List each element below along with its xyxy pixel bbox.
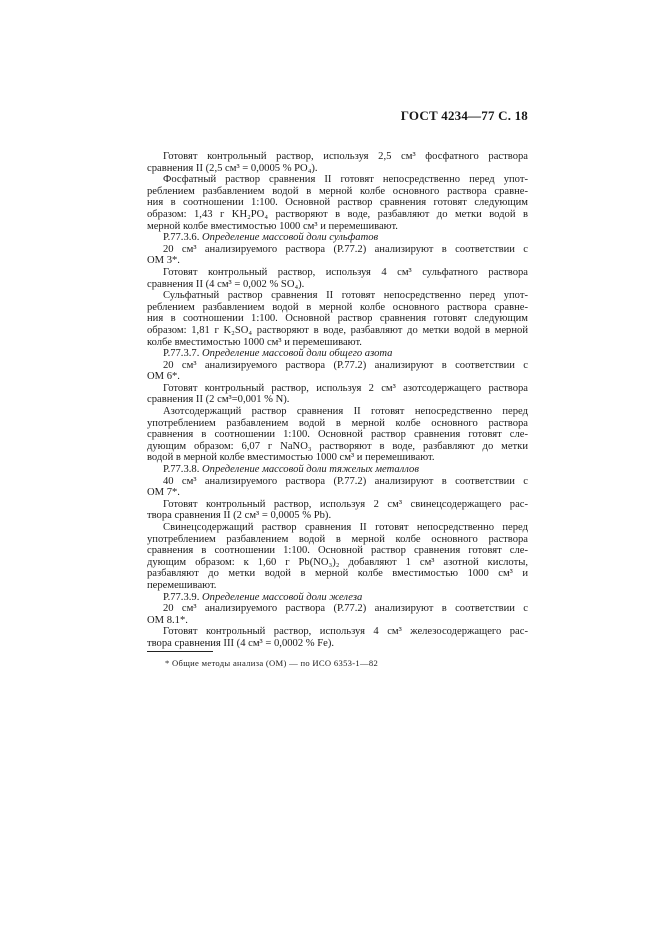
text-line: перемешивают.: [147, 579, 217, 591]
text-line: ния в соотношении 1:100. Основной раствор сравнения готовят следующим: [147, 197, 528, 209]
section-title: Определение массовой доли сульфатов: [202, 232, 379, 244]
text-line: сравнения II (2,5 см³ = 0,0005 % PO₄).: [147, 162, 318, 174]
section-title: Определение массовой доли тяжелых металлов: [202, 464, 419, 476]
paragraph: [147, 151, 528, 174]
text-line: Готовят контрольный раствор, используя 2 см³ свинецсодержащего рас-: [163, 498, 528, 510]
text-line: сравнения в соотношении 1:100. Основной раствор сравнения готовят сле-: [147, 545, 528, 557]
text-line: ния в соотношении 1:100. Основной раствор сравнения готовят следующим: [147, 313, 528, 325]
document-body: [147, 151, 528, 650]
section-heading: [147, 232, 528, 244]
paragraph: [147, 522, 528, 592]
section-number: Р.77.3.6.: [163, 232, 200, 244]
page-header: ГОСТ 4234—77 С. 18: [400, 108, 528, 123]
text-line: 20 см³ анализируемого раствора (Р.77.2) анализируют в соответствии с: [163, 603, 528, 615]
text-line: ОМ 3*.: [147, 255, 180, 267]
text-line: образом: 1,43 г KH₂PO₄ растворяют в воде, разбавляют до метки водой в: [147, 208, 528, 220]
section-title: Определение массовой доли железа: [202, 591, 363, 603]
text-line: реблением разбавлением водой в мерной колбе основного раствора сравне-: [147, 301, 528, 313]
paragraph: [147, 603, 528, 626]
text-line: Азотсодержащий раствор сравнения II готовят непосредственно перед: [163, 406, 528, 418]
footnote-divider: [147, 651, 213, 652]
footnote: * Общие методы анализа (ОМ) — по ИСО 6353-1—82: [165, 658, 379, 668]
text-line: сравнения в соотношении 1:100. Основной раствор сравнения готовят сле-: [147, 429, 528, 441]
paragraph: [147, 360, 528, 383]
text-line: сравнения II (4 см³ = 0,002 % SO₄).: [147, 278, 305, 290]
text-line: употреблением разбавлением водой в мерной колбе основного раствора: [147, 533, 528, 545]
text-line: образом: 1,81 г K₂SO₄ растворяют в воде, разбавляют до метки водой в мерной: [147, 324, 528, 336]
text-line: ОМ 7*.: [147, 487, 180, 499]
paragraph: [147, 626, 528, 649]
text-line: твора сравнения III (4 см³ = 0,0002 % Fe).: [147, 637, 335, 649]
paragraph: [147, 174, 528, 232]
text-line: колбе вместимостью 1000 см³ и перемешивают.: [147, 336, 362, 348]
paragraph: [147, 290, 528, 348]
section-title: Определение массовой доли общего азота: [202, 348, 393, 360]
section-number: Р.77.3.9.: [163, 591, 200, 603]
text-line: 40 см³ анализируемого раствора (Р.77.2) анализируют в соответствии с: [163, 475, 528, 487]
text-line: Сульфатный раствор сравнения II готовят непосредственно перед упот-: [163, 290, 528, 302]
text-line: ОМ 8.1*.: [147, 614, 188, 626]
paragraph: [147, 267, 528, 290]
section-heading: [147, 348, 528, 360]
text-line: дующим образом: 6,07 г NaNO₃ растворяют в воде, разбавляют до метки: [147, 440, 528, 452]
text-line: Готовят контрольный раствор, используя 4 см³ железосодержащего рас-: [163, 626, 528, 638]
paragraph: [147, 406, 528, 464]
text-line: Свинецсодержащий раствор сравнения II готовят непосредственно перед: [163, 522, 528, 533]
text-line: мерной колбе вместимостью 1000 см³ и перемешивают.: [147, 220, 398, 232]
text-line: употреблением разбавлением водой в мерной колбе основного раствора: [147, 417, 528, 429]
paragraph: [147, 499, 528, 522]
text-line: твора сравнения II (2 см³ = 0,0005 % Pb).: [147, 510, 332, 522]
text-line: Готовят контрольный раствор, используя 2,5 см³ фосфатного раствора: [163, 151, 528, 162]
text-line: ОМ 6*.: [147, 371, 180, 383]
text-line: разбавляют до метки водой в мерной колбе вместимостью 1000 см³ и: [147, 568, 528, 580]
text-line: 20 см³ анализируемого раствора (Р.77.2) анализируют в соответствии с: [163, 359, 528, 371]
section-number: Р.77.3.8.: [163, 464, 200, 476]
text-line: Фосфатный раствор сравнения II готовят непосредственно перед упот-: [163, 174, 528, 186]
text-line: Готовят контрольный раствор, используя 2 см³ азотсодержащего раствора: [163, 382, 528, 394]
section-heading: [147, 464, 528, 476]
paragraph: [147, 244, 528, 267]
text-line: сравнения II (2 см³=0,001 % N).: [147, 394, 290, 406]
text-line: 20 см³ анализируемого раствора (Р.77.2) анализируют в соответствии с: [163, 243, 528, 255]
text-line: Готовят контрольный раствор, используя 4 см³ сульфатного раствора: [163, 266, 528, 278]
section-heading: [147, 592, 528, 604]
paragraph: [147, 476, 528, 499]
text-line: дующим образом: к 1,60 г Pb(NO₃)₂ добавляют 1 см³ азотной кислоты,: [147, 556, 528, 568]
section-number: Р.77.3.7.: [163, 348, 200, 360]
text-line: реблением разбавлением водой в мерной колбе основного раствора сравне-: [147, 185, 528, 197]
text-line: водой в мерной колбе вместимостью 1000 см³ и перемешивают.: [147, 452, 435, 464]
paragraph: [147, 383, 528, 406]
